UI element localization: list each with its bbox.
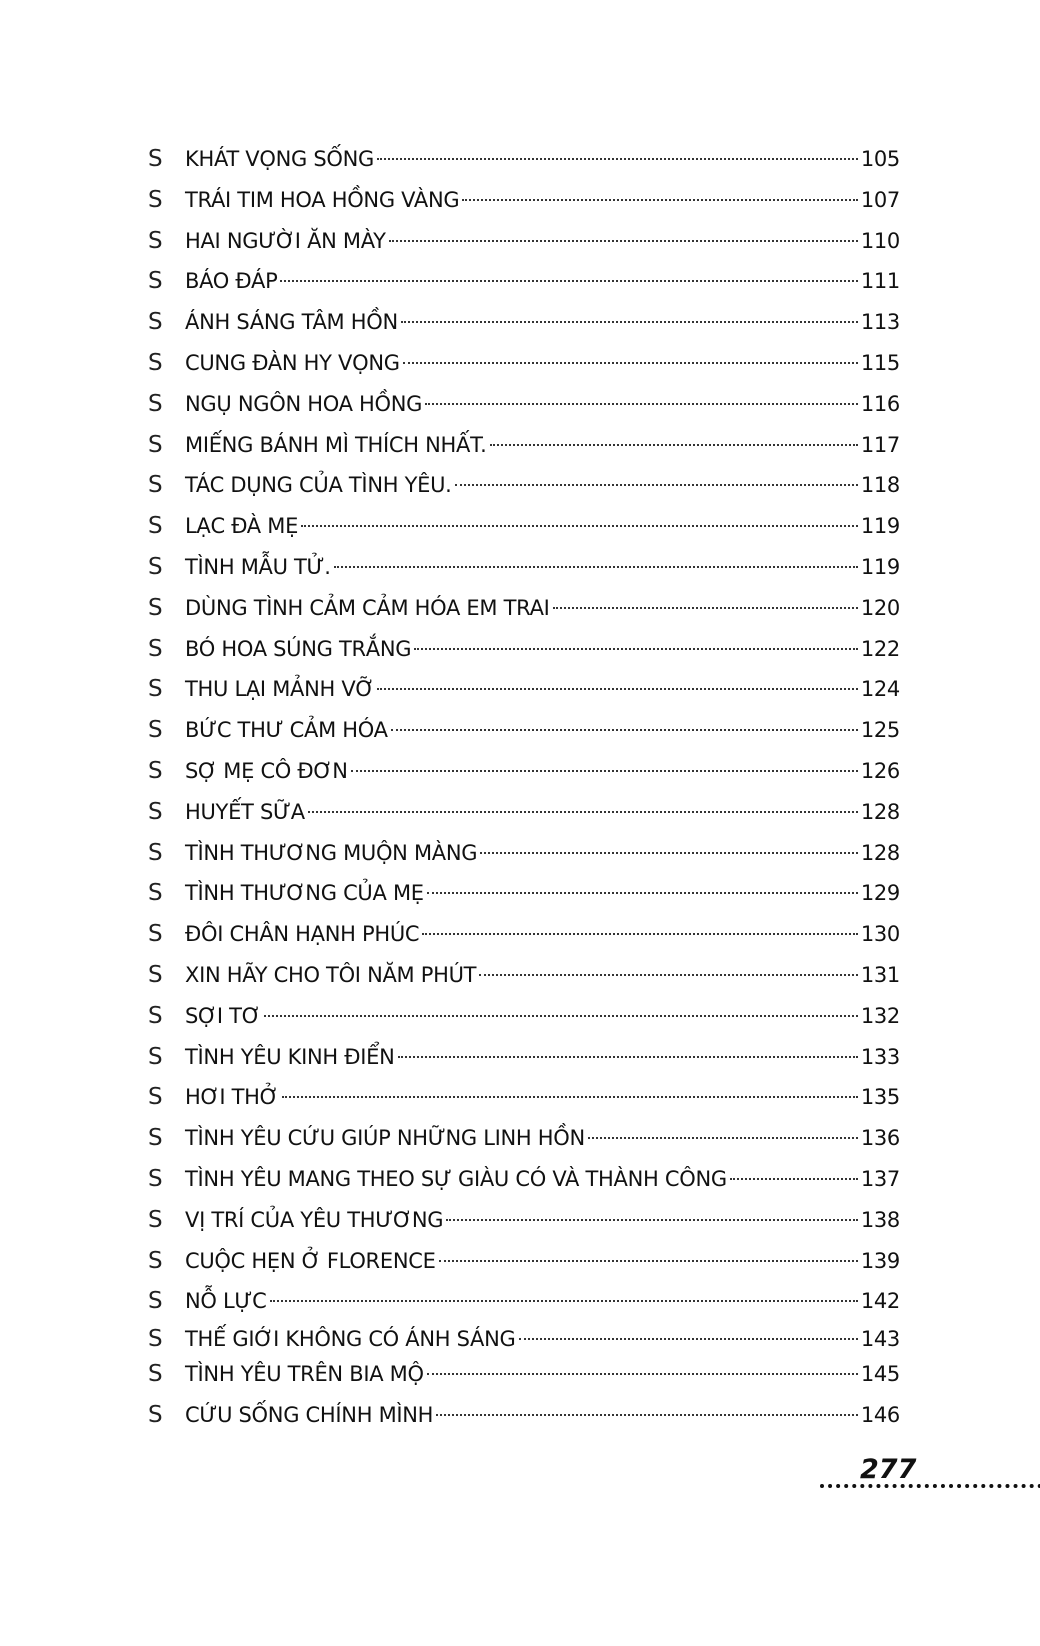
bullet-icon: S bbox=[148, 309, 163, 336]
toc-entry bbox=[148, 221, 900, 262]
dot-leader bbox=[588, 1137, 858, 1139]
toc-entry-page: 131 bbox=[860, 962, 900, 987]
toc-entry-title: BÓ HOA SÚNG TRẮNG bbox=[185, 636, 412, 661]
bullet-icon: S bbox=[148, 349, 163, 376]
toc-entry bbox=[148, 955, 900, 996]
toc-entry bbox=[148, 996, 900, 1037]
toc-entry bbox=[148, 180, 900, 221]
toc-entry-title: HƠI THỞ bbox=[185, 1085, 279, 1110]
toc-entry-page: 129 bbox=[860, 881, 900, 906]
toc-entry bbox=[148, 1322, 900, 1357]
toc-entry-page: 111 bbox=[860, 269, 900, 294]
toc-entry-title: TÌNH MẪU TỬ. bbox=[185, 554, 331, 579]
dot-leader bbox=[334, 566, 858, 568]
toc-entry bbox=[148, 139, 900, 180]
bullet-icon: S bbox=[148, 390, 163, 417]
toc-entry-page: 118 bbox=[860, 473, 900, 498]
bullet-icon: S bbox=[148, 146, 163, 172]
toc-entry-title: HAI NGƯỜI ĂN MÀY bbox=[185, 228, 386, 253]
dot-leader bbox=[280, 280, 857, 282]
dot-leader bbox=[479, 974, 858, 976]
bullet-icon: S bbox=[148, 268, 163, 295]
toc-entry bbox=[148, 384, 900, 425]
bullet-icon: S bbox=[148, 1361, 163, 1388]
toc-entry-page: 107 bbox=[860, 187, 900, 212]
toc-entry-title: MIẾNG BÁNH MÌ THÍCH NHẤT. bbox=[185, 432, 487, 457]
toc-entry bbox=[148, 1281, 900, 1322]
toc-entry-page: 119 bbox=[860, 514, 900, 539]
toc-entry bbox=[148, 1077, 900, 1118]
bullet-icon: S bbox=[148, 676, 163, 703]
toc-entry-page: 136 bbox=[860, 1126, 900, 1151]
toc-entry bbox=[148, 710, 900, 751]
toc-entry-title: TÌNH YÊU CỨU GIÚP NHỮNG LINH HỒN bbox=[185, 1126, 585, 1151]
toc-entry bbox=[148, 1118, 900, 1159]
bullet-icon: S bbox=[148, 553, 163, 580]
toc-entry-title: TÌNH THƯƠNG CỦA MẸ bbox=[185, 881, 424, 906]
toc-entry-page: 146 bbox=[860, 1403, 900, 1428]
toc-entry bbox=[148, 1392, 900, 1438]
toc-entry bbox=[148, 302, 900, 343]
bullet-icon: S bbox=[148, 921, 163, 948]
dot-leader bbox=[398, 1056, 858, 1058]
toc-entry-title: BỨC THƯ CẢM HÓA bbox=[185, 718, 388, 743]
toc-entry bbox=[148, 1200, 900, 1241]
bullet-icon: S bbox=[148, 1043, 163, 1070]
toc-entry-page: 120 bbox=[860, 595, 900, 620]
toc-entry bbox=[148, 343, 900, 384]
toc-entry-page: 137 bbox=[860, 1166, 900, 1191]
toc-entry-page: 145 bbox=[860, 1362, 900, 1387]
bullet-icon: S bbox=[148, 961, 163, 988]
dot-leader bbox=[439, 1260, 858, 1262]
bullet-icon: S bbox=[148, 757, 163, 784]
toc-entry-page: 126 bbox=[860, 758, 900, 783]
toc-entry-page: 113 bbox=[860, 310, 900, 335]
toc-entry-page: 139 bbox=[860, 1248, 900, 1273]
bullet-icon: S bbox=[148, 798, 163, 825]
page-number-dotted-rule bbox=[820, 1484, 1040, 1488]
toc-entry-page: 105 bbox=[860, 147, 900, 171]
toc-entry-title: CỨU SỐNG CHÍNH MÌNH bbox=[185, 1403, 434, 1428]
dot-leader bbox=[308, 811, 858, 813]
toc-entry-page: 124 bbox=[860, 677, 900, 702]
toc-entry bbox=[148, 629, 900, 670]
bullet-icon: S bbox=[148, 635, 163, 662]
dot-leader bbox=[270, 1300, 858, 1302]
toc-entry bbox=[148, 547, 900, 588]
bullet-icon: S bbox=[148, 431, 163, 458]
bullet-icon: S bbox=[148, 1326, 163, 1353]
page-number: 277 bbox=[860, 1454, 917, 1485]
toc-entry-title: CUNG ĐÀN HY VỌNG bbox=[185, 350, 400, 375]
toc-entry bbox=[148, 873, 900, 914]
toc-entry-title: HUYẾT SỮA bbox=[185, 799, 305, 824]
dot-leader bbox=[455, 484, 858, 486]
toc-entry bbox=[148, 465, 900, 506]
dot-leader bbox=[401, 321, 858, 323]
toc-entry-title: BÁO ĐÁP bbox=[185, 269, 278, 294]
dot-leader bbox=[436, 1414, 858, 1416]
dot-leader bbox=[414, 648, 858, 650]
dot-leader bbox=[480, 852, 858, 854]
toc-entry-page: 122 bbox=[860, 636, 900, 661]
toc-entry-title: TÁC DỤNG CỦA TÌNH YÊU. bbox=[185, 473, 452, 498]
toc-entry-title: THU LẠI MẢNH VỠ bbox=[185, 677, 375, 702]
dot-leader bbox=[553, 607, 858, 609]
toc-entry-title: XIN HÃY CHO TÔI NĂM PHÚT bbox=[185, 962, 477, 987]
bullet-icon: S bbox=[148, 227, 163, 254]
toc-entry-page: 138 bbox=[860, 1207, 900, 1232]
dot-leader bbox=[446, 1219, 858, 1221]
toc-entry-page: 135 bbox=[860, 1085, 900, 1110]
dot-leader bbox=[425, 403, 858, 405]
toc-entry bbox=[148, 588, 900, 629]
bullet-icon: S bbox=[148, 1002, 163, 1029]
toc-entry bbox=[148, 914, 900, 955]
dot-leader bbox=[519, 1338, 858, 1340]
toc-entry-page: 116 bbox=[860, 391, 900, 416]
dot-leader bbox=[427, 892, 858, 894]
toc-entry bbox=[148, 792, 900, 833]
toc-entry-title: ÁNH SÁNG TÂM HỒN bbox=[185, 310, 398, 335]
toc-entry-page: 133 bbox=[860, 1044, 900, 1069]
toc-entry bbox=[148, 1037, 900, 1078]
bullet-icon: S bbox=[148, 1288, 163, 1315]
toc-entry bbox=[148, 425, 900, 466]
bullet-icon: S bbox=[148, 1206, 163, 1233]
toc-entry-page: 130 bbox=[860, 922, 900, 947]
toc-entry-title: VỊ TRÍ CỦA YÊU THƯƠNG bbox=[185, 1207, 444, 1232]
toc-entry bbox=[148, 261, 900, 302]
dot-leader bbox=[389, 240, 858, 242]
toc-entry bbox=[148, 833, 900, 874]
bullet-icon: S bbox=[148, 1247, 163, 1274]
toc-entry-page: 110 bbox=[860, 228, 900, 253]
bullet-icon: S bbox=[148, 1084, 163, 1111]
dot-leader bbox=[264, 1015, 858, 1017]
bullet-icon: S bbox=[148, 1125, 163, 1152]
toc-entry-title: SỢ MẸ CÔ ĐƠN bbox=[185, 758, 348, 783]
toc-entry-title: TÌNH THƯƠNG MUỘN MÀNG bbox=[185, 840, 478, 865]
dot-leader bbox=[301, 525, 858, 527]
toc-entry-title: KHÁT VỌNG SỐNG bbox=[185, 147, 374, 171]
toc-entry-page: 115 bbox=[860, 350, 900, 375]
toc-entry bbox=[148, 1357, 900, 1392]
toc-entry-page: 142 bbox=[860, 1289, 900, 1314]
bullet-icon: S bbox=[148, 880, 163, 907]
toc-entry-page: 125 bbox=[860, 718, 900, 743]
dot-leader bbox=[490, 444, 858, 446]
dot-leader bbox=[422, 933, 858, 935]
toc-entry-title: TÌNH YÊU TRÊN BIA MỘ bbox=[185, 1362, 424, 1387]
toc-entry-title: TÌNH YÊU KINH ĐIỂN bbox=[185, 1044, 395, 1069]
toc-entry-title: TRÁI TIM HOA HỒNG VÀNG bbox=[185, 187, 460, 212]
dot-leader bbox=[427, 1373, 858, 1375]
toc-entry bbox=[148, 1241, 900, 1282]
toc-entry-page: 132 bbox=[860, 1003, 900, 1028]
bullet-icon: S bbox=[148, 839, 163, 866]
toc-entry-title: CUỘC HẸN Ở FLORENCE bbox=[185, 1248, 436, 1273]
dot-leader bbox=[403, 362, 858, 364]
toc-entry-title: TÌNH YÊU MANG THEO SỰ GIÀU CÓ VÀ THÀNH CÔNG bbox=[185, 1166, 727, 1191]
toc-entry-page: 128 bbox=[860, 840, 900, 865]
toc-entry-title: ĐÔI CHÂN HẠNH PHÚC bbox=[185, 922, 420, 947]
toc-entry bbox=[148, 1159, 900, 1200]
toc-entry bbox=[148, 506, 900, 547]
bullet-icon: S bbox=[148, 717, 163, 744]
toc-entry-page: 143 bbox=[860, 1327, 900, 1352]
dot-leader bbox=[282, 1096, 858, 1098]
toc-entry bbox=[148, 669, 900, 710]
toc-entry-title: LẠC ĐÀ MẸ bbox=[185, 514, 299, 539]
table-of-contents bbox=[148, 139, 900, 1438]
bullet-icon: S bbox=[148, 186, 163, 213]
bullet-icon: S bbox=[148, 513, 163, 540]
dot-leader bbox=[730, 1178, 858, 1180]
dot-leader bbox=[377, 688, 858, 690]
dot-leader bbox=[351, 770, 858, 772]
toc-entry-page: 128 bbox=[860, 799, 900, 824]
dot-leader bbox=[377, 158, 858, 160]
toc-entry-page: 119 bbox=[860, 554, 900, 579]
toc-entry-title: NỖ LỰC bbox=[185, 1289, 267, 1314]
bullet-icon: S bbox=[148, 594, 163, 621]
toc-entry-page: 117 bbox=[860, 432, 900, 457]
toc-entry-title: THẾ GIỚI KHÔNG CÓ ÁNH SÁNG bbox=[185, 1327, 516, 1352]
toc-entry-title: NGỤ NGÔN HOA HỒNG bbox=[185, 391, 423, 416]
toc-entry-title: SỢI TƠ bbox=[185, 1003, 261, 1028]
bullet-icon: S bbox=[148, 1165, 163, 1192]
toc-entry bbox=[148, 751, 900, 792]
bullet-icon: S bbox=[148, 472, 163, 499]
bullet-icon: S bbox=[148, 1402, 163, 1429]
dot-leader bbox=[462, 199, 857, 201]
toc-entry-title: DÙNG TÌNH CẢM CẢM HÓA EM TRAI bbox=[185, 595, 550, 620]
dot-leader bbox=[391, 729, 858, 731]
